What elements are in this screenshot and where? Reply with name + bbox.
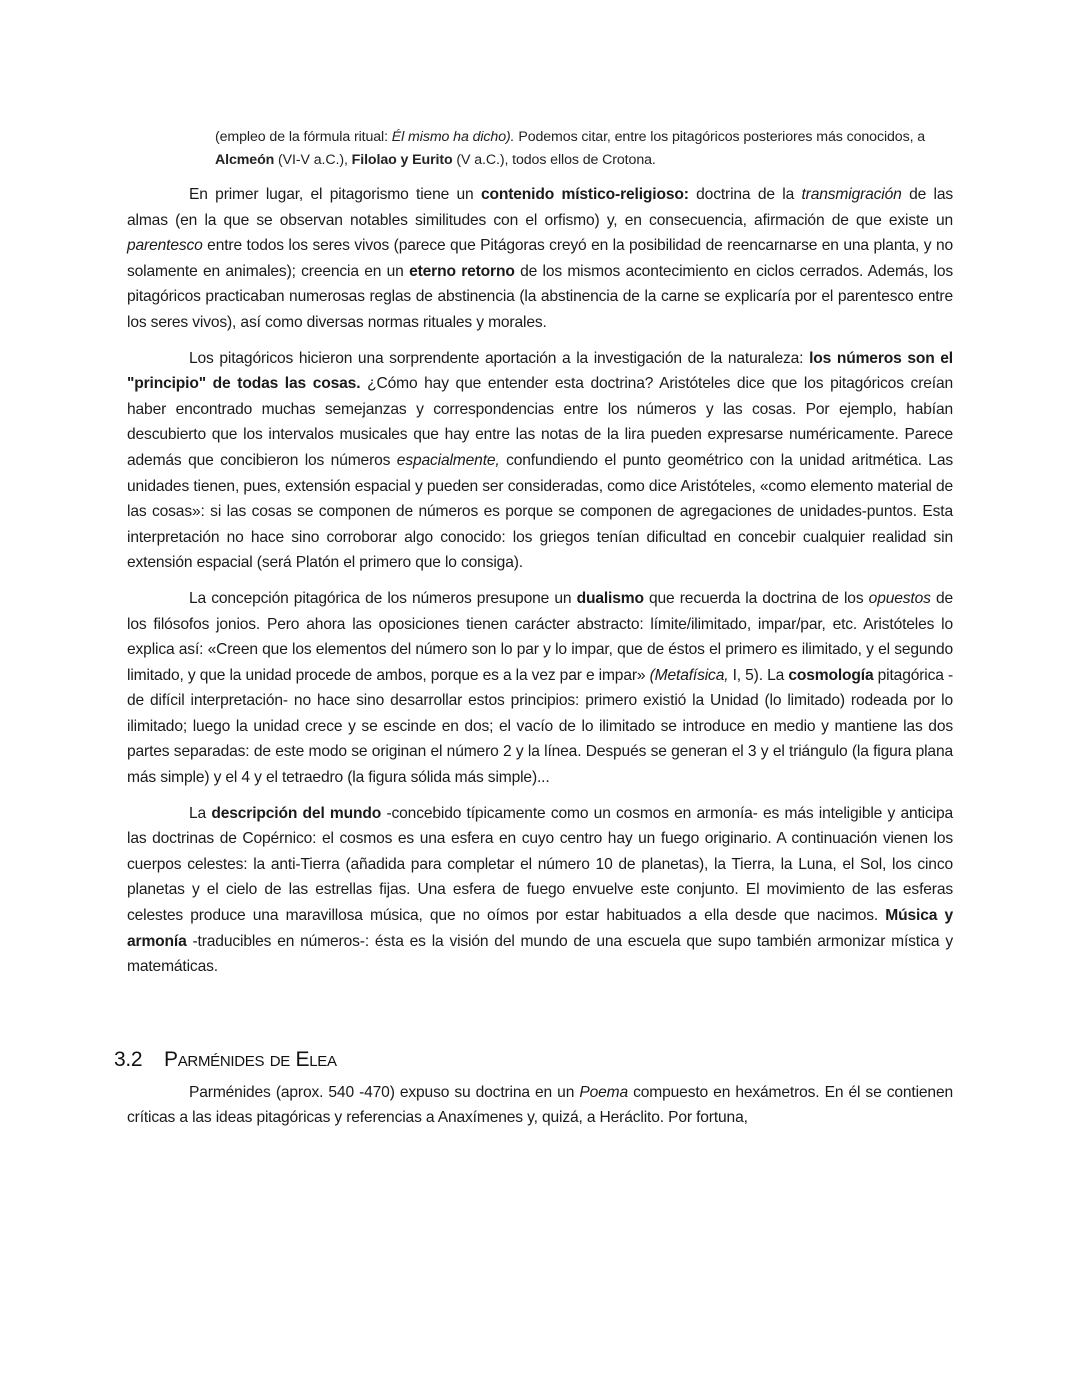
text-run: (empleo de la fórmula ritual: xyxy=(215,129,392,145)
text-run: compuesto en hexámetros. En él se contienen críticas a las ideas pitagóricas y referencias a Anaxímenes y, quizá, a Heráclito. Por fortuna, xyxy=(127,1083,953,1127)
italic-text: transmigración xyxy=(801,186,902,203)
document-page xyxy=(114,126,954,1141)
indented-note xyxy=(215,126,953,172)
text-run: (VI-V a.C.), xyxy=(274,152,352,168)
text-run: La xyxy=(189,804,212,822)
section-title: Parménides de Elea xyxy=(164,1047,337,1071)
text-run: de las almas (en la que se observan notables similitudes con el orfismo) y, en consecuencia, afirmación de que existe un xyxy=(127,186,953,229)
text-run: -concebido típicamente como un cosmos en armonía- es más inteligible y anticipa las doctrinas de Copérnico: el cosmos es una esfera en cuyo centro hay un fuego originario. A continuación vienen los cuerpos celestes: la anti-Tierra (añadida para completar el número 10 de planetas), la Tierra, la Luna, el Sol, los cinco planetas y el cielo de las estrellas fijas. Una esfera de fuego envuelve este conjunto. El movimiento de las esferas celestes produce una maravillosa música, que no oímos por estar habituados a ella desde que nacimos. xyxy=(127,804,953,925)
text-run: I, 5). La xyxy=(728,666,789,684)
text-run: -traducibles en números-: ésta es la visión del mundo de una escuela que supo también armonizar mística y matemáticas. xyxy=(127,932,953,976)
text-run: que recuerda la doctrina de los xyxy=(643,589,869,607)
text-run: de los mismos acontecimiento en ciclos cerrados. Además, los pitagóricos practicaban numerosas reglas de abstinencia (la abstinencia de la carne se explicaría por el parentesco entre los seres vivos), así como diversas normas rituales y morales. xyxy=(127,262,954,331)
bold-text: los números son el "principio" de todas las cosas. xyxy=(127,349,953,393)
text-run: Los pitagóricos hicieron una sorprendente aportación a la investigación de la naturaleza: xyxy=(189,349,810,367)
body-paragraphs xyxy=(127,182,953,980)
paragraph xyxy=(127,1080,953,1131)
section-paragraphs xyxy=(127,1080,953,1131)
paragraph xyxy=(127,801,953,980)
bold-text: contenido místico-religioso: xyxy=(480,186,689,203)
bold-text: dualismo xyxy=(576,589,644,607)
text-run: En primer lugar, el pitagorismo tiene un xyxy=(189,186,481,203)
text-run: doctrina de la xyxy=(688,186,802,203)
text-run: de los filósofos jonios. Pero ahora las oposiciones tienen carácter abstracto: límite/ilimitado, impar/par, etc. Aristóteles lo explica así: «Creen que los elementos del número son lo par y lo impar, que de éstos el primero es ilimitado, y el segundo limitado, y que la unidad procede de ambos, porque es a la vez par e impar» xyxy=(127,589,953,684)
italic-text: espacialmente, xyxy=(396,451,500,469)
text-run: La concepción pitagórica de los números presupone un xyxy=(189,589,577,607)
paragraph xyxy=(127,586,953,791)
text-run: pitagórica -de difícil interpretación- no hace sino desarrollar estos principios: primero existió la Unidad (lo limitado) rodeada por lo ilimitado; luego la unidad crece y se escinde en dos; el vacío de lo ilimitado se introduce en medio y mantiene las dos partes separadas: de este modo se originan el número 2 y la línea. Después se generan el 3 y el triángulo (la figura plana más simple) y el 4 y el tetraedro (la figura sólida más simple)... xyxy=(127,666,953,787)
text-run: (V a.C.), todos ellos de Crotona. xyxy=(452,152,656,168)
text-run: entre todos los seres vivos (parece que Pitágoras creyó en la posibilidad de reencarnarse en una planta, y no solamente en animales); creencia en un xyxy=(127,237,953,280)
italic-text: opuestos xyxy=(868,589,931,607)
paragraph xyxy=(127,182,953,336)
text-run: Parménides (aprox. 540 -470) expuso su doctrina en un xyxy=(189,1083,580,1101)
bold-text: eterno retorno xyxy=(409,262,515,280)
text-run: Podemos citar, entre los pitagóricos posteriores más conocidos, a xyxy=(514,129,926,145)
italic-text: Él mismo ha dicho). xyxy=(391,129,515,145)
bold-text: descripción del mundo xyxy=(211,804,382,822)
paragraph xyxy=(127,346,953,576)
bold-text: Filolao y Eurito xyxy=(351,152,453,168)
text-run: ¿Cómo hay que entender esta doctrina? Aristóteles dice que los pitagóricos creían haber encontrado muchas semejanzas y correspondencias entre los números y las cosas. Por ejemplo, habían descubierto que los intervalos musicales que hay entre las notas de la lira pueden expresarse numéricamente. Parece además que concibieron los números xyxy=(127,375,953,469)
bold-text: cosmología xyxy=(788,666,874,684)
italic-text: (Metafísica, xyxy=(649,666,729,684)
bold-text: Alcmeón xyxy=(215,152,275,168)
italic-text: parentesco xyxy=(127,237,203,255)
section-number: 3.2 xyxy=(114,1047,143,1071)
bold-text: Música y armonía xyxy=(127,907,953,950)
text-run: confundiendo el punto geométrico con la unidad aritmética. Las unidades tienen, pues, extensión espacial y pueden ser consideradas, como dice Aristóteles, «como elemento material de las cosas»: si las cosas se componen de números es porque se componen de agregaciones de unidades-puntos. Esta interpretación no hace sino corroborar algo conocido: los griegos tenían dificultad en concebir cualquier realidad sin extensión espacial (será Platón el primero que lo consiga). xyxy=(127,451,953,572)
italic-text: Poema xyxy=(579,1083,629,1101)
section-heading xyxy=(114,1048,953,1072)
